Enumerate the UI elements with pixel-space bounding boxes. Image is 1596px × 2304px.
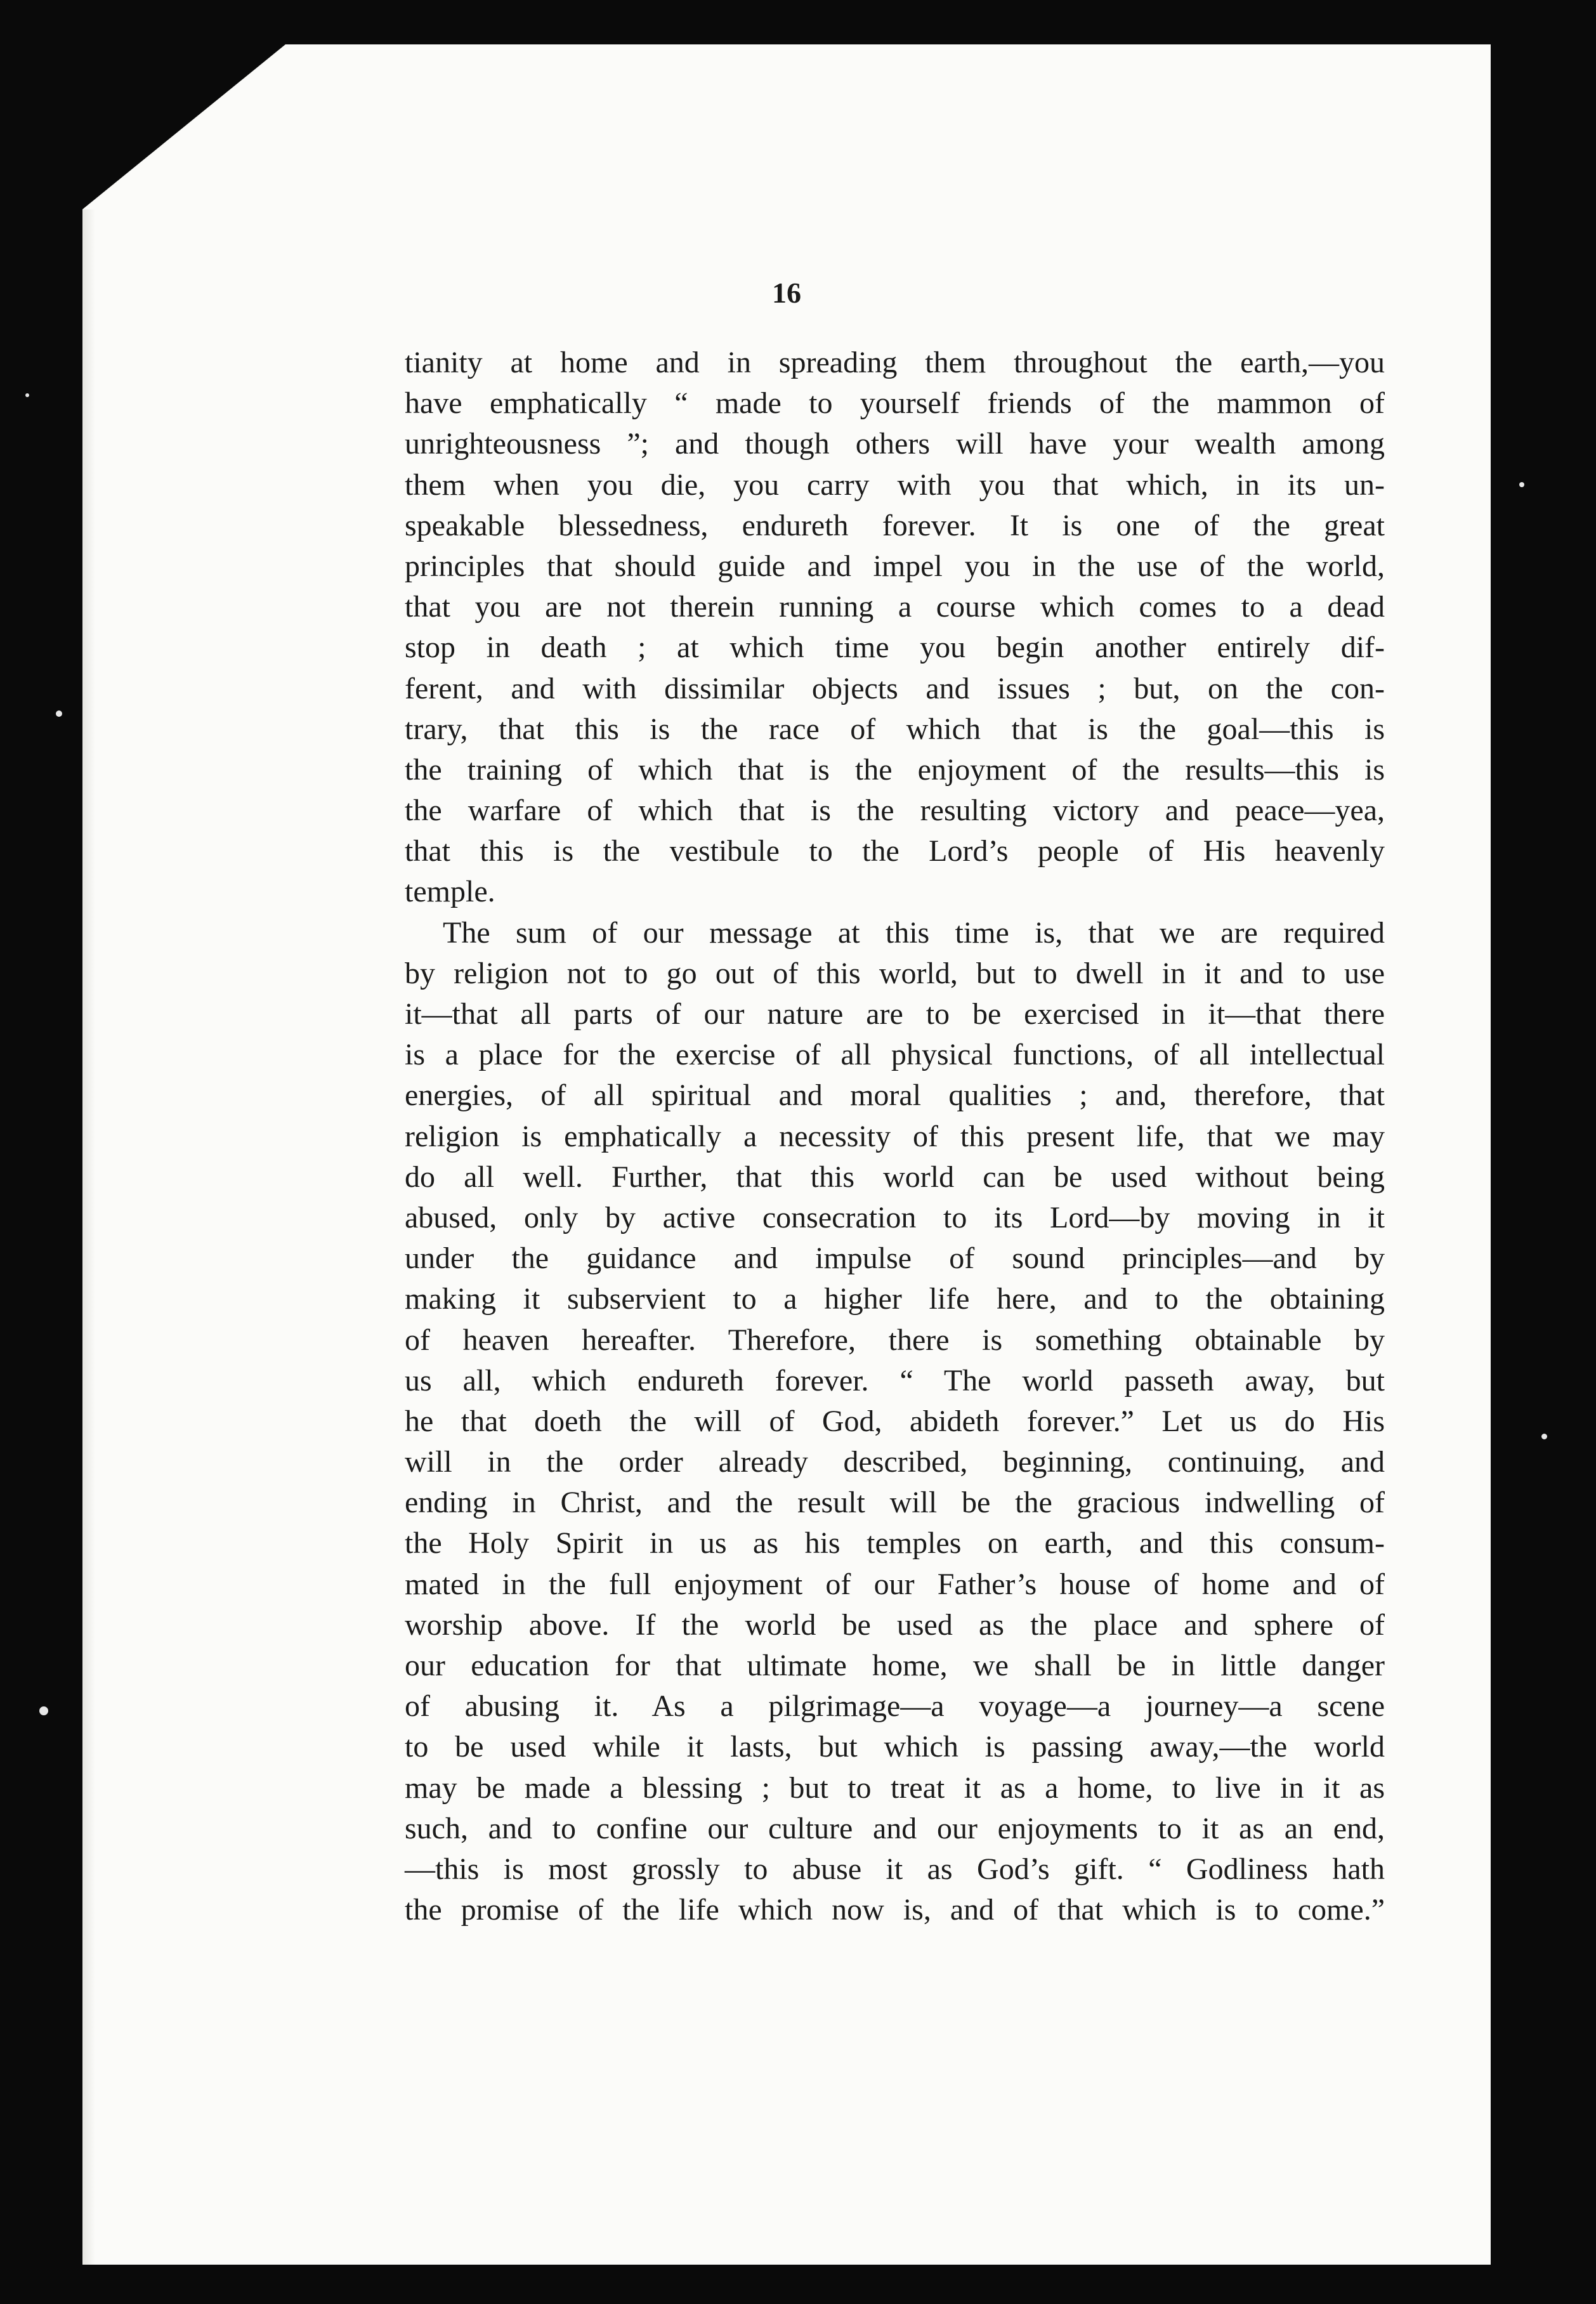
text-line: unrighteousness ”; and though others will have your wealth among [405, 427, 1385, 461]
text-line: making it subservient to a higher life here, and to the obtaining [405, 1282, 1385, 1316]
film-speck [39, 1706, 48, 1715]
text-line: energies, of all spiritual and moral qualities ; and, therefore, that [405, 1078, 1385, 1113]
film-speck [25, 393, 29, 397]
text-line: trary, that this is the race of which that is the goal—this is [405, 712, 1385, 746]
text-line: tianity at home and in spreading them throughout the earth,—you [405, 346, 1385, 379]
folded-corner [82, 44, 285, 209]
text-line: it—that all parts of our nature are to be exercised in it—that there [405, 997, 1385, 1031]
text-line: do all well. Further, that this world can be used without being [405, 1160, 1385, 1194]
text-line: that you are not therein running a course which comes to a dead [405, 590, 1385, 624]
text-line: the Holy Spirit in us as his temples on earth, and this consum- [405, 1526, 1385, 1561]
text-line: under the guidance and impulse of sound principles—and by [405, 1241, 1385, 1276]
film-speck [56, 710, 62, 717]
text-line: he that doeth the will of God, abideth forever.” Let us do His [405, 1404, 1385, 1438]
text-line: of abusing it. As a pilgrimage—a voyage—a journey—a scene [405, 1689, 1385, 1724]
text-line: our education for that ultimate home, we shall be in little danger [405, 1649, 1385, 1682]
text-line: —this is most grossly to abuse it as God’s gift. “ Godliness hath [405, 1852, 1385, 1886]
text-line: us all, which endureth forever. “ The world passeth away, but [405, 1363, 1385, 1397]
text-line: the training of which that is the enjoyment of the results—this is [405, 752, 1385, 787]
text-line: such, and to confine our culture and our enjoyments to it as an end, [405, 1811, 1385, 1845]
text-line: abused, only by active consecration to its Lord—by moving in it [405, 1200, 1385, 1234]
body-text [405, 343, 1385, 1930]
text-line: the promise of the life which now is, and of that which is to come.” [405, 1893, 1385, 1927]
text-line: that this is the vestibule to the Lord’s people of His heavenly [405, 834, 1385, 868]
text-line: mated in the full enjoyment of our Father’s house of home and of [405, 1567, 1385, 1601]
text-line: ferent, and with dissimilar objects and issues ; but, on the con- [405, 671, 1385, 705]
text-line: to be used while it lasts, but which is passing away,—the world [405, 1730, 1385, 1764]
paragraph-start-line: The sum of our message at this time is, that we are required [443, 915, 1385, 950]
text-line: is a place for the exercise of all physical functions, of all intellectual [405, 1038, 1385, 1072]
text-line: religion is emphatically a necessity of this present life, that we may [405, 1119, 1385, 1153]
text-line: them when you die, you carry with you that which, in its un- [405, 468, 1385, 502]
text-line: stop in death ; at which time you begin another entirely dif- [405, 631, 1385, 665]
text-line: principles that should guide and impel you in the use of the world, [405, 549, 1385, 583]
text-line: worship above. If the world be used as the place and sphere of [405, 1607, 1385, 1642]
scanned-page [82, 44, 1491, 2265]
text-line: will in the order already described, beginning, continuing, and [405, 1445, 1385, 1479]
page-edge-shadow [82, 209, 95, 2265]
text-line: may be made a blessing ; but to treat it as a home, to live in it as [405, 1771, 1385, 1805]
text-line: of heaven hereafter. Therefore, there is something obtainable by [405, 1323, 1385, 1357]
text-line: the warfare of which that is the resulting victory and peace—yea, [405, 794, 1385, 828]
film-speck [1541, 1434, 1547, 1439]
text-line: by religion not to go out of this world, but to dwell in it and to use [405, 956, 1385, 990]
text-line: temple. [405, 875, 495, 909]
text-line: have emphatically “ made to yourself friends of the mammon of [405, 386, 1385, 421]
film-speck [1519, 482, 1524, 487]
page-number: 16 [772, 277, 801, 309]
text-line: ending in Christ, and the result will be the gracious indwelling of [405, 1486, 1385, 1520]
text-line: speakable blessedness, endureth forever. It is one of the great [405, 508, 1385, 542]
